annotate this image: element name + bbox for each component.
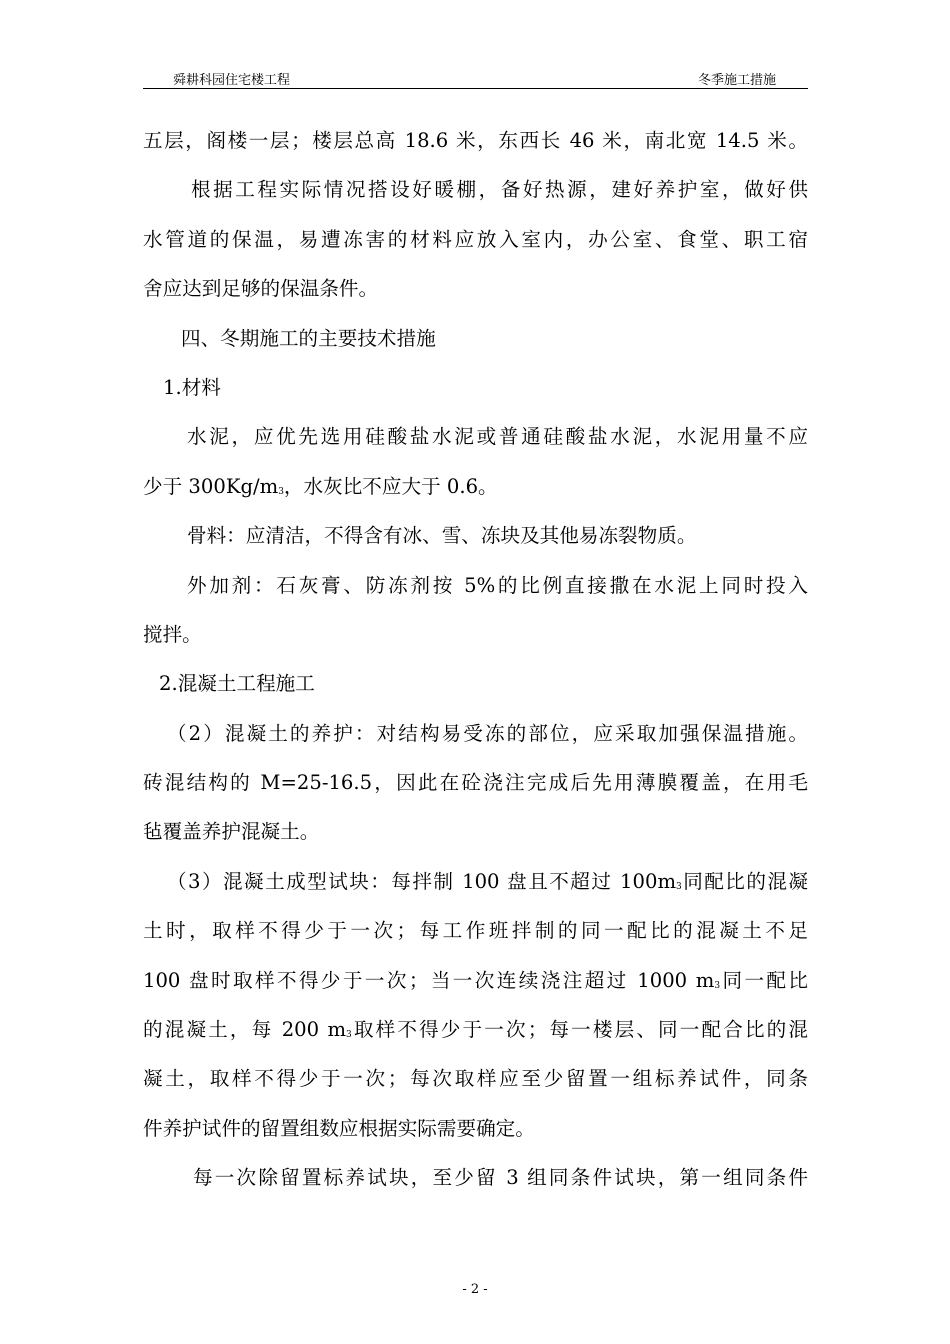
body-line: 水泥，应优先选用硅酸盐水泥或普通硅酸盐水泥，水泥用量不应: [187, 425, 808, 449]
page-number: - 2 -: [462, 1282, 488, 1297]
document-body: [143, 116, 808, 1203]
body-line: 每一次除留置标养试块，至少留 3 组同条件试块，第一组同条件: [193, 1166, 808, 1190]
subsection-heading: 1.材料: [163, 375, 221, 399]
body-line: 的混凝土，每 200 $m_3$取样不得少于一次；每一楼层、同一配合比的混: [143, 1018, 808, 1042]
body-line: （3）混凝土成型试块：每拌制 100 盘且不超过 $100m_3$同配比的混凝: [167, 869, 808, 893]
body-line: （2）混凝土的养护：对结构易受冻的部位，应采取加强保温措施。: [167, 721, 808, 745]
body-line: 少于 $300Kg/m_3$，水灰比不应大于 0.6。: [143, 474, 498, 498]
body-line: 件养护试件的留置组数应根据实际需要确定。: [143, 1116, 535, 1140]
body-line: 土时，取样不得少于一次；每工作班拌制的同一配比的混凝土不足: [143, 919, 808, 943]
header-document-title: 冬季施工措施: [697, 73, 776, 88]
section-heading: 四、冬期施工的主要技术措施: [181, 326, 436, 350]
body-line: 水管道的保温，易遭冻害的材料应放入室内，办公室、食堂、职工宿: [143, 227, 808, 251]
body-line: 搅拌。: [143, 622, 202, 646]
body-line: 外加剂：石灰膏、防冻剂按 5%的比例直接撒在水泥上同时投入: [187, 573, 808, 597]
body-line: 100 盘时取样不得少于一次；当一次连续浇注超过 1000 $m_3$同一配比: [143, 968, 808, 992]
body-line: 舍应达到足够的保温条件。: [143, 277, 379, 301]
body-line: 骨料：应清洁，不得含有冰、雪、冻块及其他易冻裂物质。: [187, 524, 697, 548]
body-line: 根据工程实际情况搭设好暖棚，备好热源，建好养护室，做好供: [191, 178, 808, 202]
page-header: [143, 66, 808, 89]
body-line: 五层，阁楼一层；楼层总高 18.6 米，东西长 46 米，南北宽 14.5 米。: [143, 129, 808, 152]
header-project-title: 舜耕科园住宅楼工程: [173, 73, 291, 88]
body-line: 砖混结构的 M=25-16.5，因此在砼浇注完成后先用薄膜覆盖，在用毛: [143, 771, 808, 795]
body-line: 凝土，取样不得少于一次；每次取样应至少留置一组标养试件，同条: [143, 1067, 808, 1091]
subsection-heading: 2.混凝土工程施工: [159, 672, 315, 696]
body-line: 毡覆盖养护混凝土。: [143, 820, 320, 844]
